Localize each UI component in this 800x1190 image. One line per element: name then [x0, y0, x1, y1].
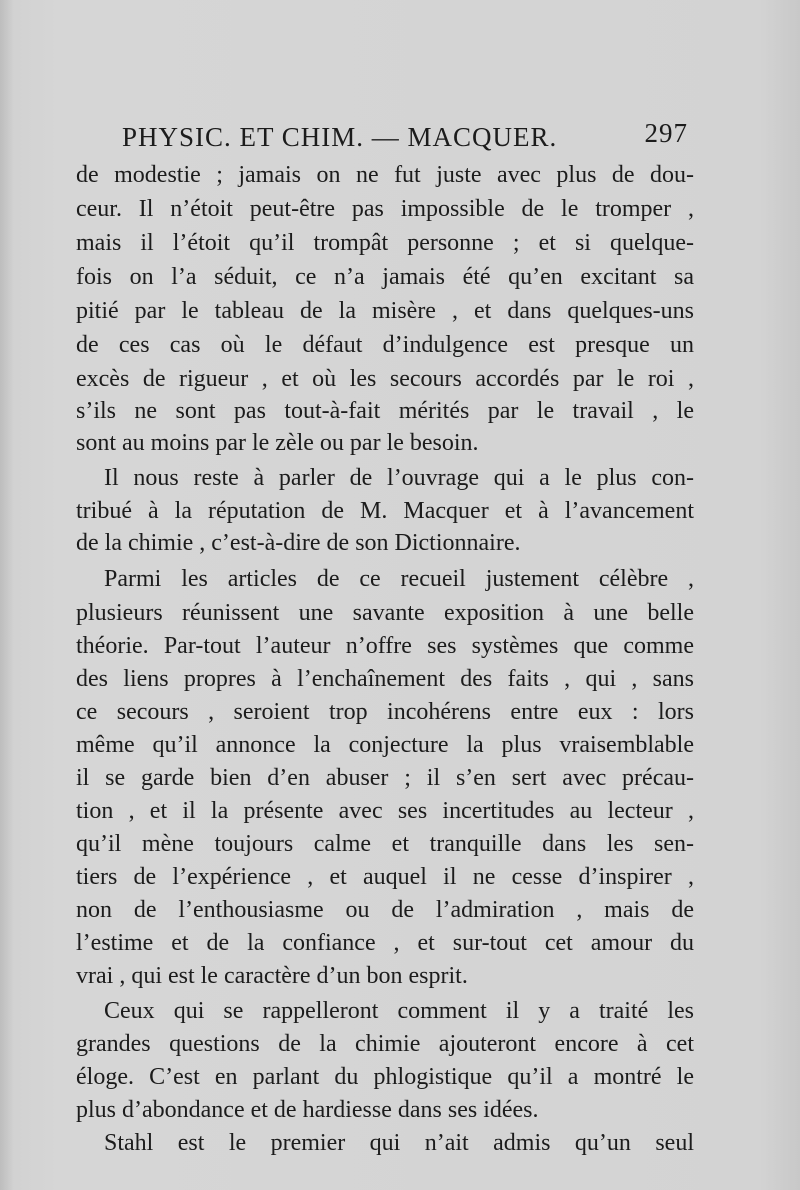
- text-line: plus d’abondance et de hardiesse dans ses idées.: [76, 1097, 539, 1123]
- text-line: théorie. Par-tout l’auteur n’offre ses systèmes que comme: [76, 633, 694, 659]
- text-line: pitié par le tableau de la misère , et dans quelques-uns: [76, 298, 694, 324]
- text-line: tribué à la réputation de M. Macquer et à l’avancement: [76, 498, 694, 524]
- text-line: s’ils ne sont pas tout-à-fait mérités par le travail , le: [76, 398, 694, 424]
- text-line: même qu’il annonce la conjecture la plus vraisemblable: [76, 732, 694, 758]
- text-line: non de l’enthousiasme ou de l’admiration , mais de: [76, 897, 694, 923]
- text-line: de modestie ; jamais on ne fut juste avec plus de dou-: [76, 162, 694, 188]
- text-line: plusieurs réunissent une savante exposition à une belle: [76, 600, 694, 626]
- text-line: de ces cas où le défaut d’indulgence est presque un: [76, 332, 694, 358]
- text-line: excès de rigueur , et où les secours accordés par le roi ,: [76, 366, 694, 392]
- page-number: 297: [644, 118, 688, 148]
- running-title: PHYSIC. ET CHIM. — MACQUER.: [122, 122, 558, 152]
- paragraph-first-line: Il nous reste à parler de l’ouvrage qui a le plus con-: [104, 465, 694, 491]
- paragraph-first-line: Parmi les articles de ce recueil justement célèbre ,: [104, 566, 694, 592]
- text-line: éloge. C’est en parlant du phlogistique qu’il a montré le: [76, 1064, 694, 1090]
- text-line: mais il l’étoit qu’il trompât personne ; et si quelque-: [76, 230, 694, 256]
- text-line: fois on l’a séduit, ce n’a jamais été qu’en excitant sa: [76, 264, 694, 290]
- text-line: ceur. Il n’étoit peut-être pas impossible de le tromper ,: [76, 196, 694, 222]
- text-line: tiers de l’expérience , et auquel il ne cesse d’inspirer ,: [76, 864, 694, 890]
- text-line: sont au moins par le zèle ou par le besoin.: [76, 430, 479, 456]
- text-line: vrai , qui est le caractère d’un bon esprit.: [76, 963, 468, 989]
- text-line: il se garde bien d’en abuser ; il s’en sert avec précau-: [76, 765, 694, 791]
- text-line: des liens propres à l’enchaînement des faits , qui , sans: [76, 666, 694, 692]
- text-line: qu’il mène toujours calme et tranquille dans les sen-: [76, 831, 694, 857]
- text-line: de la chimie , c’est-à-dire de son Dictionnaire.: [76, 530, 521, 556]
- page-header: [118, 118, 688, 158]
- text-line: tion , et il la présente avec ses incertitudes au lecteur ,: [76, 798, 694, 824]
- text-line: ce secours , seroient trop incohérens entre eux : lors: [76, 699, 694, 725]
- paragraph-first-line: Ceux qui se rappelleront comment il y a traité les: [104, 998, 694, 1024]
- text-line: l’estime et de la confiance , et sur-tout cet amour du: [76, 930, 694, 956]
- text-line: grandes questions de la chimie ajouteront encore à cet: [76, 1031, 694, 1057]
- paragraph-first-line: Stahl est le premier qui n’ait admis qu’un seul: [104, 1130, 694, 1156]
